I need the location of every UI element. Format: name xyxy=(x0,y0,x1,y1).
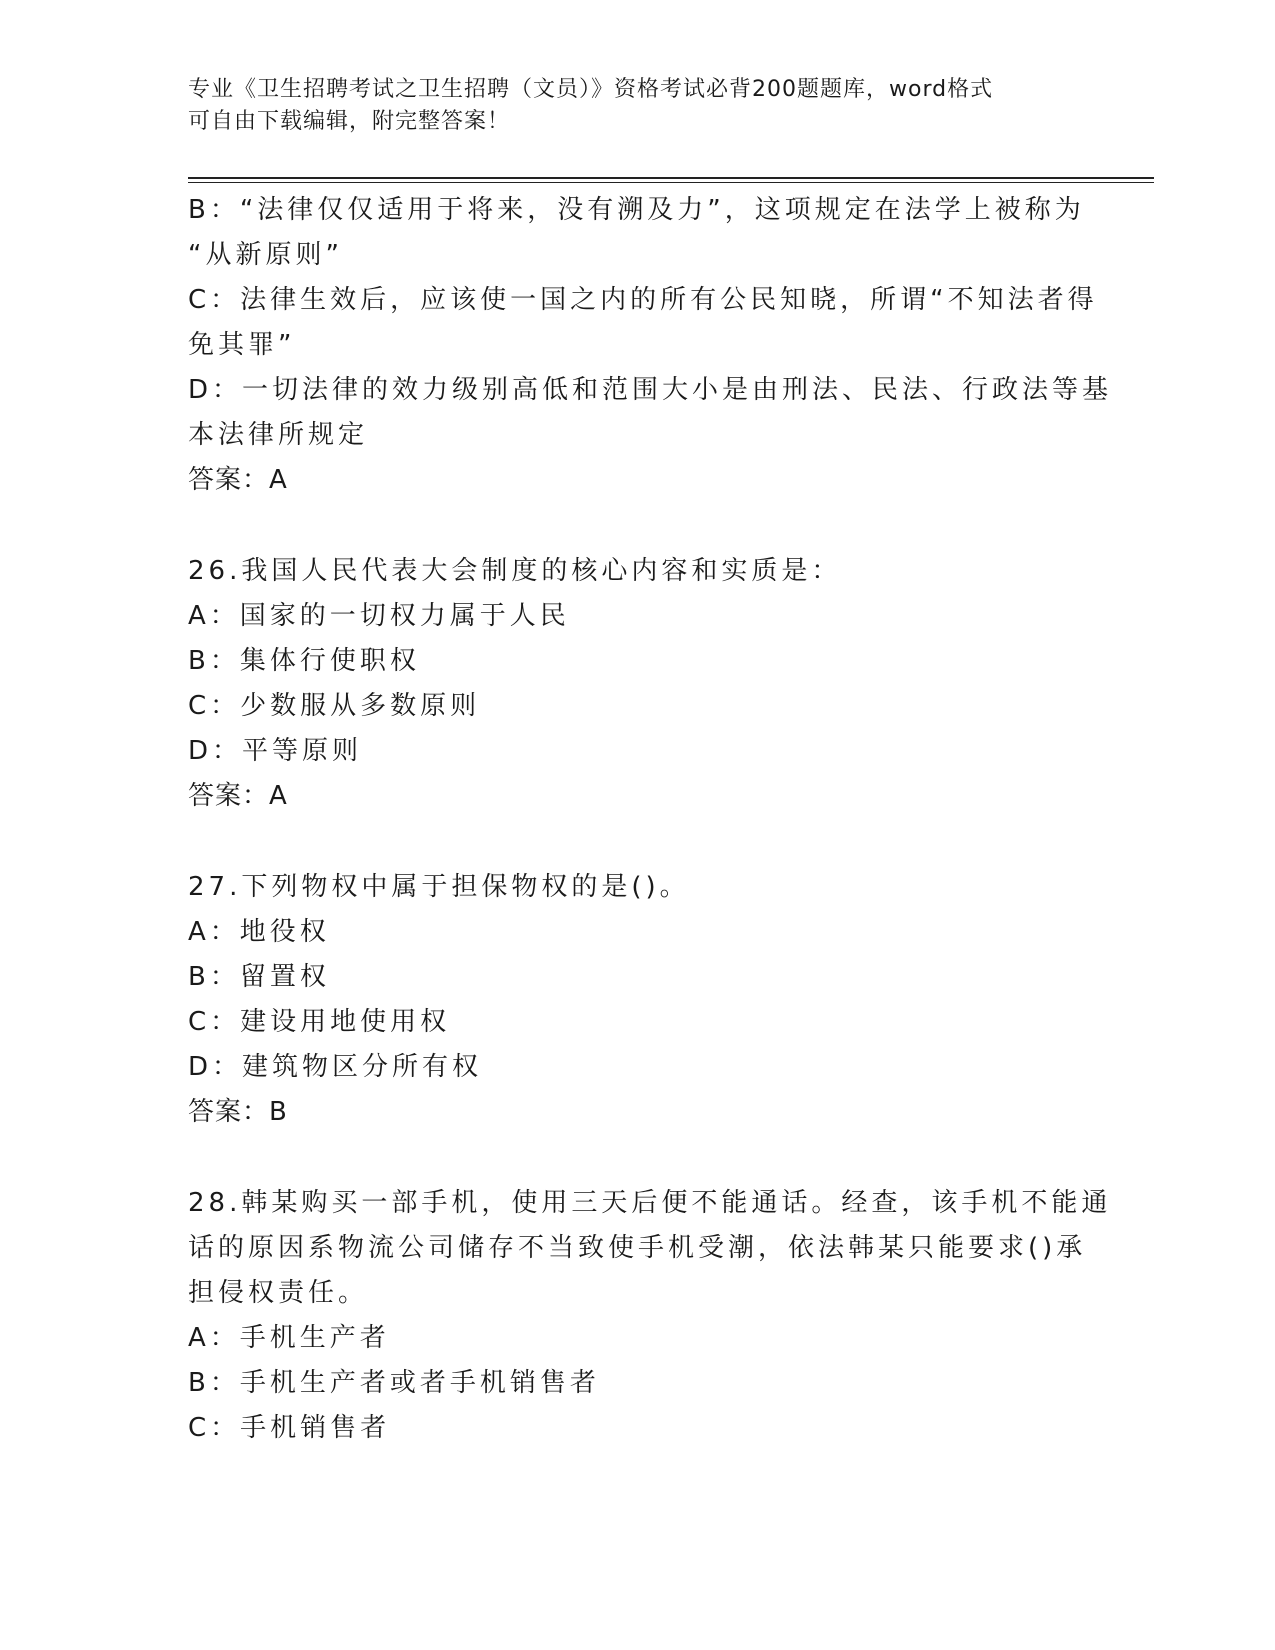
header-title-line-1: 专业《卫生招聘考试之卫生招聘（文员）》资格考试必背200题题库，word格式 xyxy=(188,77,994,102)
header-title-line-2: 可自由下载编辑，附完整答案！ xyxy=(188,109,511,134)
option-d-line-1: D：一切法律的效力级别高低和范围大小是由刑法、民法、行政法等基 xyxy=(188,375,1113,405)
question-28-option-a: A：手机生产者 xyxy=(188,1323,390,1353)
question-27-option-a: A：地役权 xyxy=(188,917,330,947)
question-26 xyxy=(188,549,1088,819)
question-28-stem-line-3: 担侵权责任。 xyxy=(188,1278,369,1308)
question-gap xyxy=(188,503,1088,549)
question-27-option-d: D：建筑物区分所有权 xyxy=(188,1052,483,1082)
header-divider xyxy=(188,177,1154,183)
question-26-option-b: B：集体行使职权 xyxy=(188,646,420,676)
question-26-stem: 26.我国人民代表大会制度的核心内容和实质是： xyxy=(188,556,842,586)
question-27-stem: 27.下列物权中属于担保物权的是()。 xyxy=(188,872,690,902)
option-b-line-2: “从新原则” xyxy=(188,240,343,270)
question-28 xyxy=(188,1181,1112,1451)
document-header xyxy=(188,74,1068,138)
question-26-option-a: A：国家的一切权力属于人民 xyxy=(188,601,570,631)
question-27-option-c: C：建设用地使用权 xyxy=(188,1007,451,1037)
question-gap xyxy=(188,819,1088,865)
question-28-option-b: B：手机生产者或者手机销售者 xyxy=(188,1368,600,1398)
question-28-stem-line-2: 话的原因系物流公司储存不当致使手机受潮，依法韩某只能要求()承 xyxy=(188,1233,1087,1263)
answer-27: 答案：B xyxy=(188,1097,288,1127)
question-25-continued xyxy=(188,188,1113,503)
question-gap xyxy=(188,1135,1088,1181)
question-27-option-b: B：留置权 xyxy=(188,962,330,992)
option-c-line-2: 免其罪” xyxy=(188,330,296,360)
question-26-option-d: D：平等原则 xyxy=(188,736,363,766)
answer-25: 答案：A xyxy=(188,465,288,495)
question-28-option-c: C：手机销售者 xyxy=(188,1413,391,1443)
option-b-line-1: B：“法律仅仅适用于将来，没有溯及力”，这项规定在法学上被称为 xyxy=(188,195,1085,225)
question-27 xyxy=(188,865,1088,1135)
option-d-line-2: 本法律所规定 xyxy=(188,420,369,450)
option-c-line-1: C：法律生效后，应该使一国之内的所有公民知晓，所谓“不知法者得 xyxy=(188,285,1098,315)
question-26-option-c: C：少数服从多数原则 xyxy=(188,691,481,721)
question-28-stem-line-1: 28.韩某购买一部手机，使用三天后便不能通话。经查，该手机不能通 xyxy=(188,1188,1112,1218)
answer-26: 答案：A xyxy=(188,781,288,811)
question-content xyxy=(188,188,1113,1451)
